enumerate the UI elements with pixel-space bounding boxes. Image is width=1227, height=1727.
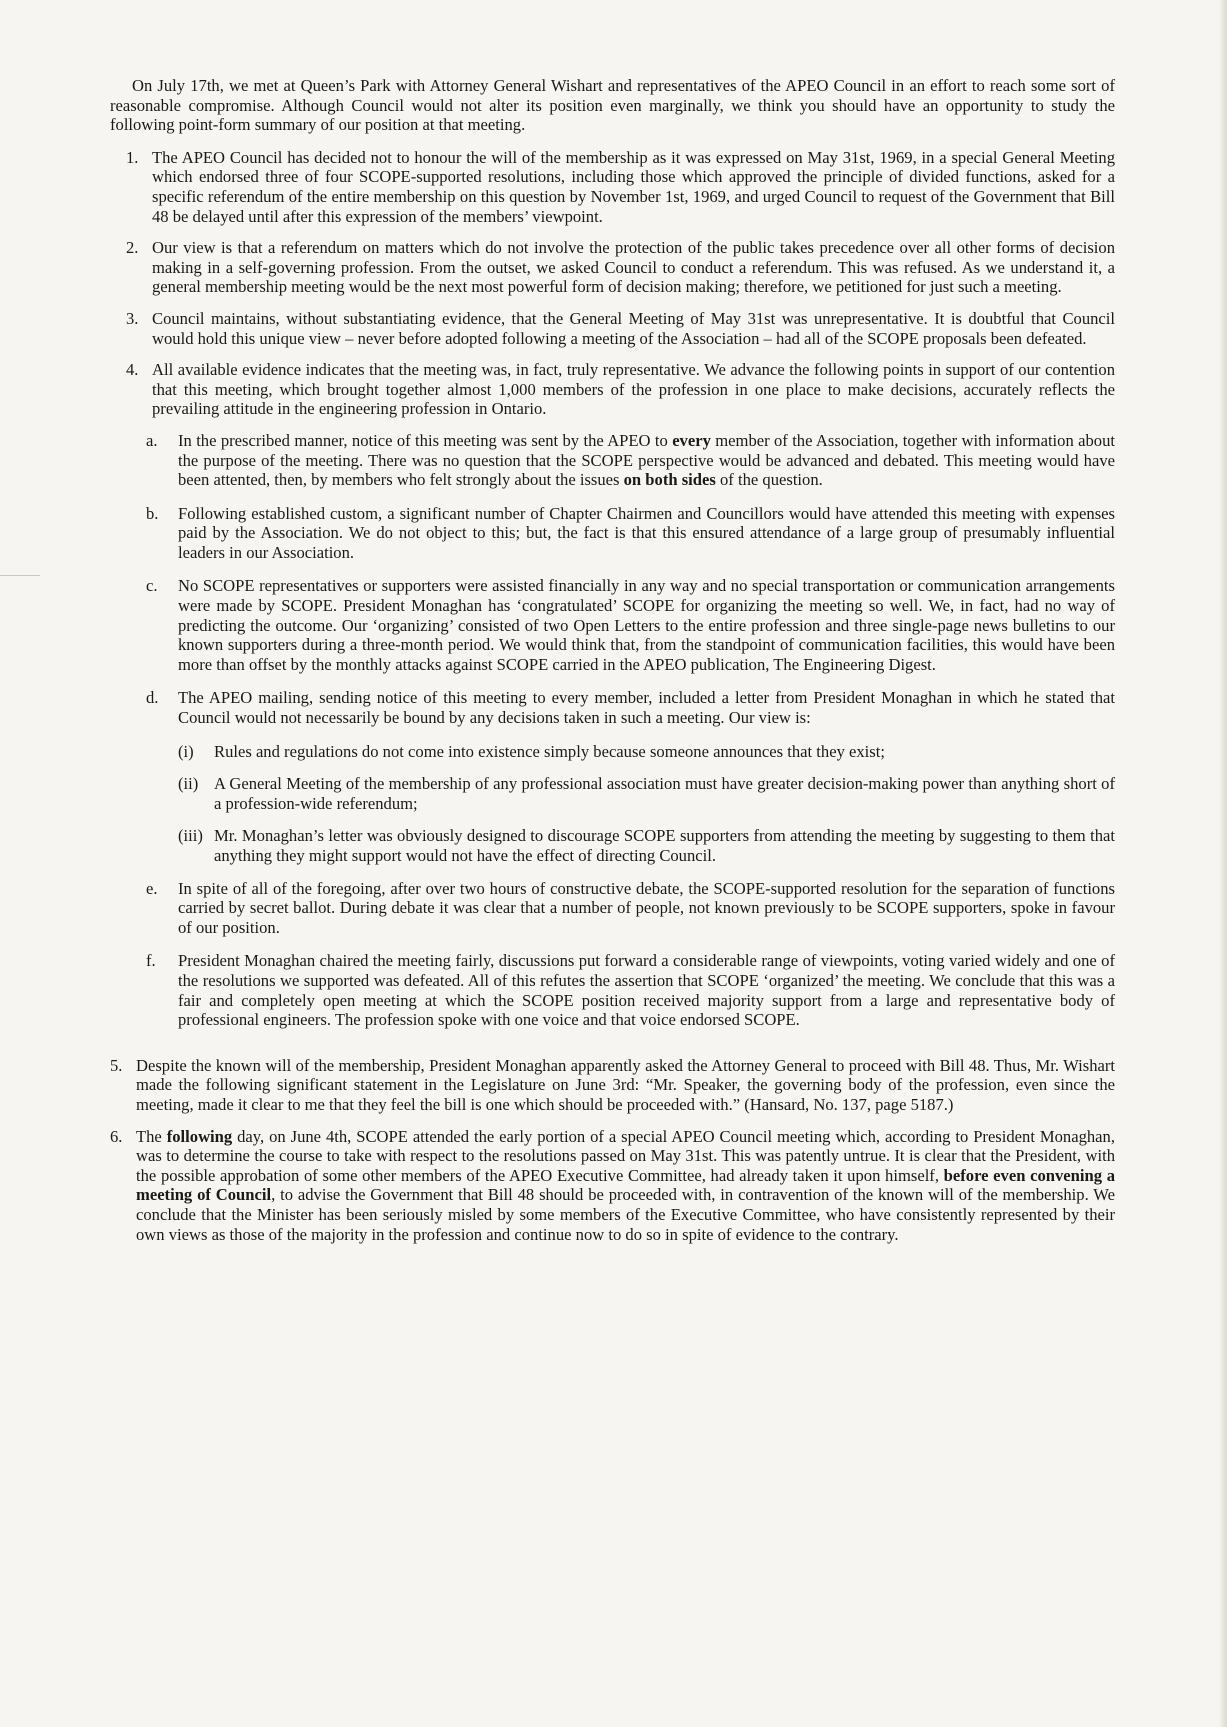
sub-point-text: President Monaghan chaired the meeting fairly, discussions put forward a considerable range of viewpoints, voting varied widely and one of the resolutions we supported was defeated. All of this refutes the assertion that SCOPE ‘organized’ the meeting. We conclude that this was a fair and completely open meeting at which the SCOPE position received majority support from a large and representative body of professional engineers. The profession spoke with one voice and that voice endorsed SCOPE. [178, 951, 1115, 1030]
point-number: 5. [110, 1055, 123, 1075]
sub-point-text: Following established custom, a significant number of Chapter Chairmen and Councillors would have attended this meeting with expenses paid by the Association. We do not object to this; but, the fact is that this ensured attendance of a large group of presumably influential leaders in our Association. [178, 503, 1115, 562]
sub-point-e [110, 879, 1115, 938]
point-1 [110, 148, 1115, 226]
sub-point-text: In the prescribed manner, notice of this meeting was sent by the APEO to every member of the Association, together with information about the purpose of the meeting. There was no question that the SCOPE perspective would be advanced and debated. This meeting would have been attented, then, by members who felt strongly about the issues on both sides of the question. [178, 430, 1115, 490]
intro-paragraph: On July 17th, we met at Queen’s Park with Attorney General Wishart and representatives of the APEO Council in an effort to reach some sort of reasonable compromise. Although Council would not alter its position even marginally, we think you should have an opportunity to study the following point-form summary of our position at that meeting. [110, 76, 1115, 135]
point-text: Council maintains, without substantiating evidence, that the General Meeting of May 31st was unrepresentative. It is doubtful that Council would hold this unique view – never before adopted following a meeting of the Association – had all of the SCOPE proposals been defeated. [152, 308, 1115, 348]
point-5 [110, 1056, 1115, 1115]
roman-label: (iii) [178, 826, 203, 846]
roman-label: (ii) [178, 774, 199, 794]
sub-point-c [110, 576, 1115, 674]
sub-point-label: e. [146, 878, 158, 898]
sub-point-text: No SCOPE representatives or supporters were assisted financially in any way and no special transportation or communication arrangements were made by SCOPE. President Monaghan has ‘congratulated’ SCOPE for organizing the meeting so well. We, in fact, had no way of predicting the outcome. Our ‘organizing’ consisted of two Open Letters to the entire profession and three single-page news bulletins to our known supporters during a three-month period. We would think that, from the standpoint of communication facilities, this would have been more than offset by the monthly attacks against SCOPE carried in the APEO publication, The Engineering Digest. [178, 576, 1115, 674]
sub-point-d [110, 688, 1115, 727]
roman-item-i [110, 742, 1115, 762]
roman-item-ii [110, 774, 1115, 813]
scan-mark [0, 575, 40, 580]
point-6 [110, 1127, 1115, 1245]
point-text: The following day, on June 4th, SCOPE attended the early portion of a special APEO Council meeting which, according to President Monaghan, was to determine the course to take with respect to the resolutions passed on May 31st. This was patently untrue. It is clear that the President, with the possible approbation of some other members of the APEO Executive Committee, had already taken it upon himself, before even convening a meeting of Council, to advise the Government that Bill 48 should be proceeded with, in contravention of the known will of the membership. We conclude that the Minister has been seriously misled by some members of the Executive Committee, who have consistently represented by their own views as those of the majority in the profession and continue now to do so in spite of evidence to the contrary. [136, 1126, 1116, 1244]
sub-point-f [110, 951, 1115, 1029]
page-edge [1219, 0, 1227, 1727]
sub-point-b [110, 504, 1115, 563]
sub-point-a [110, 431, 1115, 490]
sub-point-label: b. [146, 503, 159, 523]
sub-point-label: c. [146, 576, 158, 596]
roman-text: Mr. Monaghan’s letter was obviously designed to discourage SCOPE supporters from attending the meeting by suggesting to them that anything they might support would not have the effect of directing Council. [214, 826, 1115, 865]
point-text: All available evidence indicates that the meeting was, in fact, truly representative. We advance the following points in support of our contention that this meeting, which brought together almost 1,000 members of the profession in one place to make decisions, accurately reflects the prevailing attitude in the engineering profession in Ontario. [152, 360, 1115, 419]
sub-point-text: In spite of all of the foregoing, after over two hours of constructive debate, the SCOPE-supported resolution for the separation of functions carried by secret ballot. During debate it was clear that a number of people, not known previously to be SCOPE supporters, spoke in favour of our position. [178, 878, 1115, 937]
sub-point-label: f. [146, 951, 156, 971]
roman-text: Rules and regulations do not come into existence simply because someone announces that they exist; [214, 741, 885, 761]
roman-item-iii [110, 826, 1115, 865]
sub-point-label: d. [146, 688, 159, 708]
point-3 [110, 309, 1115, 348]
point-number: 1. [126, 147, 139, 167]
point-text: The APEO Council has decided not to honour the will of the membership as it was expressed on May 31st, 1969, in a special General Meeting which endorsed three of four SCOPE-supported resolutions, including those which approved the principle of divided functions, asked for a specific referendum of the entire membership on this question by November 1st, 1969, and urged Council to request of the Government that Bill 48 be delayed until after this expression of the members’ viewpoint. [152, 147, 1115, 226]
document-body [110, 76, 1115, 1256]
point-4 [110, 360, 1115, 419]
point-number: 6. [110, 1126, 123, 1146]
roman-label: (i) [178, 741, 194, 761]
point-number: 2. [126, 238, 139, 258]
point-text: Despite the known will of the membership, President Monaghan apparently asked the Attorney General to proceed with Bill 48. Thus, Mr. Wishart made the following significant statement in the Legislature on June 3rd: “Mr. Speaker, the governing body of the profession, even since the meeting, made it clear to me that they feel the bill is one which should be proceeded with.” (Hansard, No. 137, page 5187.) [136, 1055, 1115, 1114]
roman-text: A General Meeting of the membership of any professional association must have greater decision-making power than anything short of a profession-wide referendum; [214, 774, 1115, 813]
sub-point-label: a. [146, 430, 158, 450]
point-number: 4. [126, 360, 139, 380]
point-number: 3. [126, 308, 139, 328]
sub-point-text: The APEO mailing, sending notice of this meeting to every member, included a letter from President Monaghan in which he stated that Council would not necessarily be bound by any decisions taken in such a meeting. Our view is: [178, 688, 1115, 728]
point-2 [110, 238, 1115, 297]
point-text: Our view is that a referendum on matters which do not involve the protection of the public takes precedence over all other forms of decision making in a self-governing profession. From the outset, we asked Council to conduct a referendum. This was refused. As we understand it, a general membership meeting would be the next most powerful form of decision making; therefore, we petitioned for just such a meeting. [152, 238, 1115, 297]
